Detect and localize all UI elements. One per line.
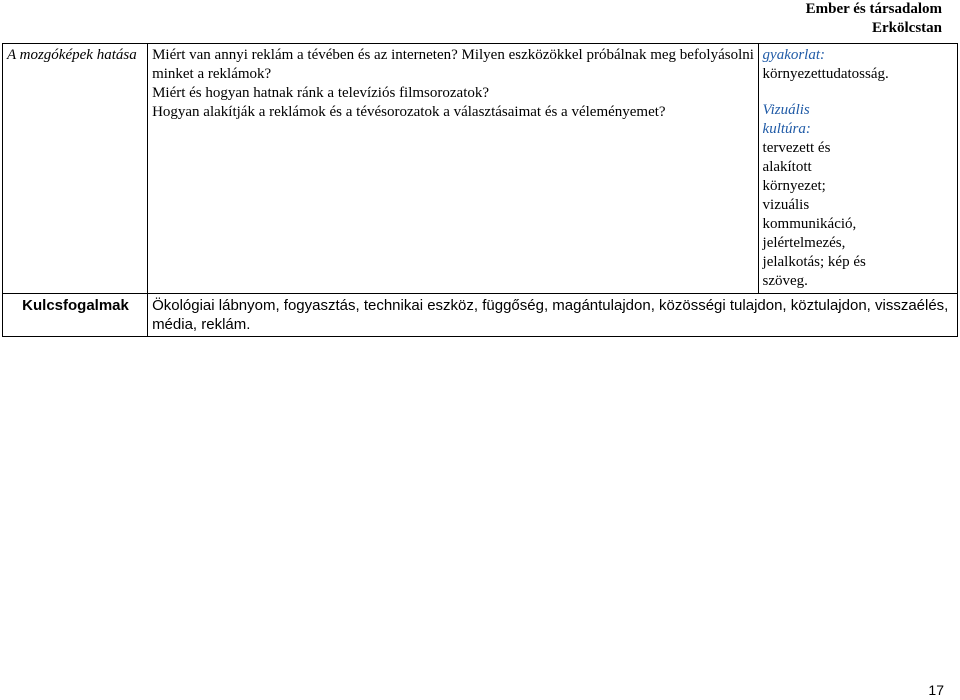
page-number: 17 (928, 682, 944, 698)
topic-title: A mozgóképek hatása (7, 47, 137, 63)
connection-text-vizualis: tervezett és alakított környezet; vizuális kommunikáció, jelértelmezés, jelalkotás; kép és szöveg. (762, 140, 866, 289)
connection-spacer (763, 84, 954, 101)
table-row (3, 44, 958, 294)
connections-cell (758, 44, 957, 294)
topic-cell (3, 44, 148, 294)
curriculum-table (2, 43, 958, 337)
header-subject: Ember és társadalom (805, 1, 942, 17)
table-row (3, 294, 958, 337)
page-header (542, 0, 942, 38)
key-concepts-label: Kulcsfogalmak (3, 294, 148, 337)
key-concepts-value: Ökológiai lábnyom, fogyasztás, technikai eszköz, függőség, magántulajdon, közösségi tulajdon, köztulajdon, visszaélés, média, reklám. (148, 294, 958, 337)
questions-cell (148, 44, 758, 294)
question-item: Miért van annyi reklám a tévében és az interneten? Milyen eszközökkel próbálnak meg befolyásolni minket a reklámok? (152, 47, 754, 82)
connection-label-gyakorlat: gyakorlat: (762, 47, 826, 63)
connection-label-vizualis: Vizuális kultúra: (762, 102, 811, 137)
connection-text-gyakorlat: környezettudatosság. (762, 66, 889, 82)
header-course: Erkölcstan (871, 20, 942, 36)
question-item: Hogyan alakítják a reklámok és a tévésorozatok a választásaimat és a véleményemet? (152, 104, 666, 120)
question-item: Miért és hogyan hatnak ránk a televíziós filmsorozatok? (152, 85, 490, 101)
